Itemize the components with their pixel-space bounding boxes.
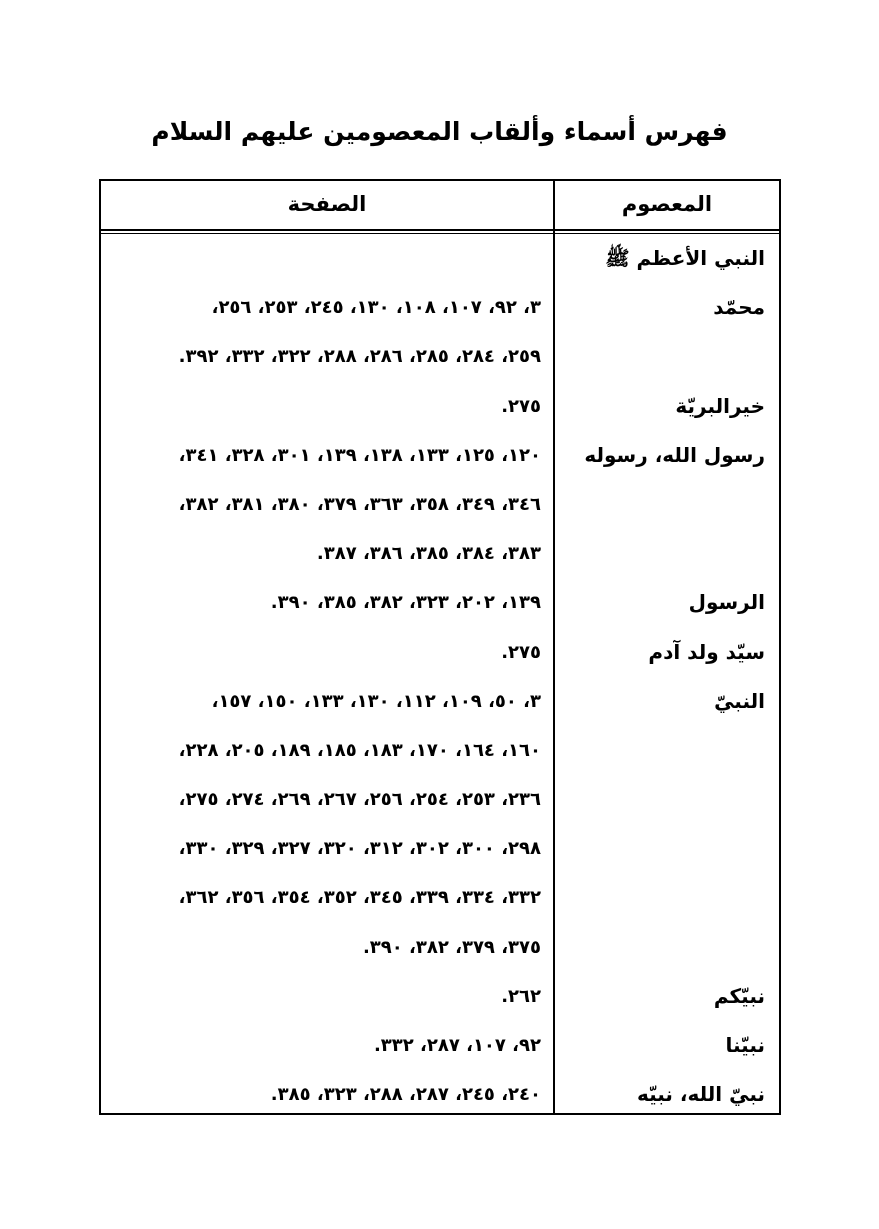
table-row [101,578,779,627]
row-pages: ٢٦٢. [501,985,541,1007]
table-row [101,332,779,381]
row-pages: ٢٥٩، ٢٨٤، ٢٨٥، ٢٨٦، ٢٨٨، ٣٢٢، ٣٣٢، ٣٩٢. [178,346,541,368]
page-title: فهرس أسماء وألقاب المعصومين عليهم السلام [151,117,728,146]
row-pages: ١٣٩، ٢٠٢، ٣٢٣، ٣٨٢، ٣٨٥، ٣٩٠. [270,592,541,614]
row-pages: ٣، ٩٢، ١٠٧، ١٠٨، ١٣٠، ٢٤٥، ٢٥٣، ٢٥٦، [211,297,541,319]
row-name [565,824,765,873]
table-row [101,480,779,529]
row-name: رسول الله، رسوله [584,442,765,467]
table-row [101,283,779,332]
row-name: النبيّ [714,688,765,713]
row-pages: ٢٧٥. [501,641,541,663]
row-name: محمّد [713,295,765,320]
column-header-pages: الصفحة [287,192,367,216]
row-name [565,529,765,578]
row-name: الرسول [688,590,765,615]
table-row [101,431,779,480]
table-row [101,677,779,726]
row-pages: ٣٤٦، ٣٤٩، ٣٥٨، ٣٦٣، ٣٧٩، ٣٨٠، ٣٨١، ٣٨٢، [178,493,541,515]
row-pages: ٢٩٨، ٣٠٠، ٣٠٢، ٣١٢، ٣٢٠، ٣٢٧، ٣٢٩، ٣٣٠، [178,838,541,860]
row-pages: ٢٧٥. [501,395,541,417]
table-row [101,382,779,431]
row-name: نبيّ الله، نبيّه [636,1082,765,1107]
row-name [565,775,765,824]
row-name [565,873,765,922]
row-pages: ٣، ٥٠، ١٠٩، ١١٢، ١٣٠، ١٣٣، ١٥٠، ١٥٧، [211,690,541,712]
row-name: النبي الأعظم ﷺ [605,246,765,270]
table-row [101,873,779,922]
row-name: نبيّكم [713,983,765,1008]
table-row [101,529,779,578]
row-name [565,480,765,529]
row-pages: ٣٣٢، ٣٣٤، ٣٣٩، ٣٤٥، ٣٥٢، ٣٥٤، ٣٥٦، ٣٦٢، [178,887,541,909]
index-table [99,179,781,1115]
column-header-name: المعصوم [621,192,713,216]
row-name [565,923,765,972]
table-row [101,628,779,677]
header-rule [101,229,779,231]
row-pages: ٣٨٣، ٣٨٤، ٣٨٥، ٣٨٦، ٣٨٧. [316,543,541,565]
table-body [101,234,779,1119]
row-name: سيّد ولد آدم [648,639,765,664]
row-pages: ٢٣٦، ٢٥٣، ٢٥٤، ٢٥٦، ٢٦٧، ٢٦٩، ٢٧٤، ٢٧٥، [178,789,541,811]
row-pages: ٢٤٠، ٢٤٥، ٢٨٧، ٢٨٨، ٣٢٣، ٣٨٥. [270,1084,541,1106]
row-pages [115,234,541,283]
row-pages: ١٢٠، ١٢٥، ١٣٣، ١٣٨، ١٣٩، ٣٠١، ٣٢٨، ٣٤١، [178,444,541,466]
row-pages: ٩٢، ١٠٧، ٢٨٧، ٣٣٢. [373,1035,541,1056]
table-row [101,972,779,1021]
row-pages: ٣٧٥، ٣٧٩، ٣٨٢، ٣٩٠. [362,936,541,958]
row-name [565,332,765,381]
table-row [101,234,779,283]
table-row [101,726,779,775]
row-name: نبيّنا [725,1033,765,1057]
table-row [101,1021,779,1070]
table-row [101,775,779,824]
row-name [565,726,765,775]
table-row [101,1070,779,1119]
row-pages: ١٦٠، ١٦٤، ١٧٠، ١٨٣، ١٨٥، ١٨٩، ٢٠٥، ٢٢٨، [178,739,541,761]
table-row [101,824,779,873]
row-name: خيرالبريّة [675,393,765,418]
table-row [101,923,779,972]
